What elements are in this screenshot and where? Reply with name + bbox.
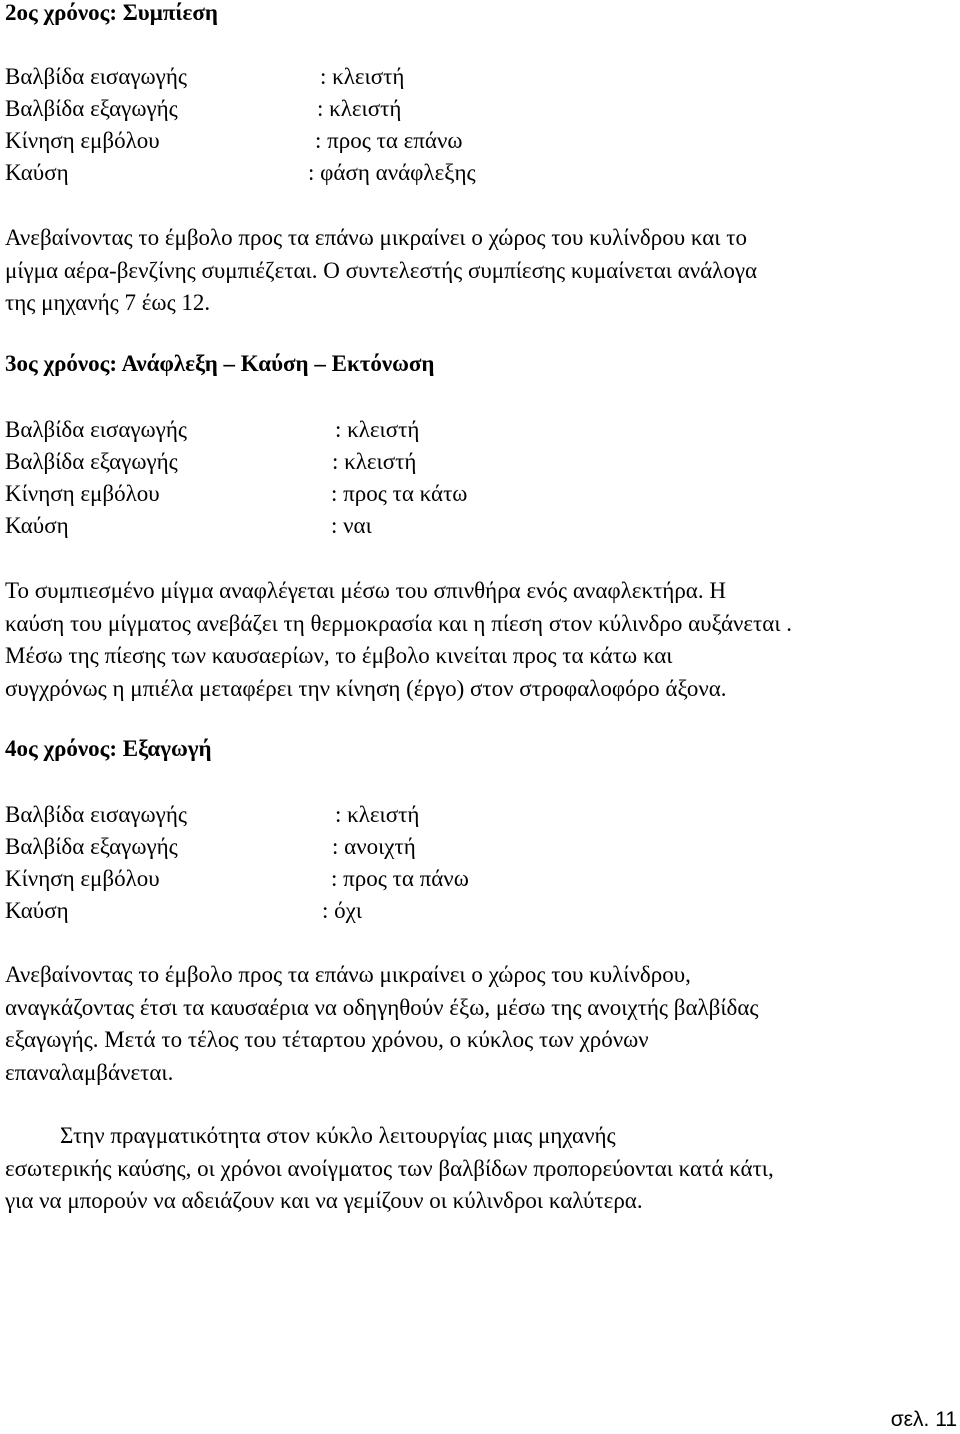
spec-row-combustion: [5, 157, 905, 189]
spec-value: : ναι: [331, 513, 372, 538]
spec-row-exhaust-valve: [5, 93, 905, 125]
section-4-paragraph: [5, 959, 759, 1089]
spec-row-piston-motion: [5, 125, 905, 157]
spec-label: Βαλβίδα εισαγωγής: [5, 64, 187, 89]
spec-value: : όχι: [322, 898, 363, 923]
spec-value: : κλειστή: [335, 417, 420, 442]
paragraph-line: καύση του μίγματος ανεβάζει τη θερμοκρασία και η πίεση στον κύλινδρο αυξάνεται .: [5, 610, 793, 636]
spec-label: Κίνηση εμβόλου: [5, 481, 160, 506]
spec-label: Βαλβίδα εισαγωγής: [5, 417, 187, 442]
spec-row-piston-motion: [5, 478, 905, 510]
spec-label: Καύση: [5, 898, 69, 923]
spec-value: : προς τα πάνω: [331, 866, 469, 891]
paragraph-line: Ανεβαίνοντας το έμβολο προς τα επάνω μικραίνει ο χώρος του κυλίνδρου και το: [5, 225, 747, 250]
spec-value: : κλειστή: [335, 802, 420, 827]
paragraph-line: εξαγωγής. Μετά το τέλος του τέταρτου χρόνου, ο κύκλος των χρόνων: [5, 1027, 649, 1052]
paragraph-line: Στην πραγματικότητα στον κύκλο λειτουργίας μιας μηχανής: [60, 1123, 616, 1148]
section-2-title: 2ος χρόνος: Συμπίεση: [5, 0, 218, 25]
spec-label: Καύση: [5, 513, 69, 538]
paragraph-line: αναγκάζοντας έτσι τα καυσαέρια να οδηγηθούν έξω, μέσω της ανοιχτής βαλβίδας: [5, 994, 759, 1020]
paragraph-line: για να μπορούν να αδειάζουν και να γεμίζουν οι κύλινδροι καλύτερα.: [5, 1188, 643, 1213]
spec-row-exhaust-valve: [5, 831, 905, 863]
spec-value: : ανοιχτή: [332, 834, 416, 859]
spec-label: Κίνηση εμβόλου: [5, 866, 160, 891]
section-2-paragraph: [5, 222, 757, 320]
paragraph-line: Μέσω της πίεσης των καυσαερίων, το έμβολο κινείται προς τα κάτω και: [5, 643, 673, 668]
spec-label: Καύση: [5, 160, 69, 185]
spec-row-exhaust-valve: [5, 446, 905, 478]
paragraph-line: επαναλαμβάνεται.: [5, 1059, 174, 1085]
closing-paragraph: [5, 1120, 774, 1218]
spec-value: : κλειστή: [332, 449, 417, 474]
spec-label: Βαλβίδα εξαγωγής: [5, 96, 178, 121]
page-number: σελ. 11: [890, 1408, 957, 1431]
paragraph-line: Το συμπιεσμένο μίγμα αναφλέγεται μέσω του σπινθήρα ενός αναφλεκτήρα. Η: [5, 578, 726, 603]
paragraph-line: μίγμα αέρα-βενζίνης συμπιέζεται. Ο συντελεστής συμπίεσης κυμαίνεται ανάλογα: [5, 257, 758, 283]
spec-label: Βαλβίδα εξαγωγής: [5, 834, 178, 859]
spec-value: : προς τα κάτω: [331, 481, 468, 506]
spec-label: Βαλβίδα εισαγωγής: [5, 802, 187, 827]
spec-label: Βαλβίδα εξαγωγής: [5, 449, 178, 474]
spec-row-combustion: [5, 510, 905, 542]
paragraph-line: της μηχανής 7 έως 12.: [5, 290, 211, 315]
spec-row-piston-motion: [5, 863, 905, 895]
spec-label: Κίνηση εμβόλου: [5, 128, 160, 153]
section-3-paragraph: [5, 575, 792, 705]
spec-row-intake-valve: [5, 61, 905, 93]
paragraph-line: Ανεβαίνοντας το έμβολο προς τα επάνω μικραίνει ο χώρος του κυλίνδρου,: [5, 962, 691, 987]
spec-value: : φάση ανάφλεξης: [308, 160, 476, 185]
spec-row-intake-valve: [5, 799, 905, 831]
spec-value: : κλειστή: [320, 64, 405, 89]
spec-row-intake-valve: [5, 414, 905, 446]
section-3-title: 3ος χρόνος: Ανάφλεξη – Καύση – Εκτόνωση: [5, 351, 435, 376]
paragraph-line: συγχρόνως η μπιέλα μεταφέρει την κίνηση (έργο) στον στροφαλοφόρο άξονα.: [5, 675, 727, 701]
spec-value: : προς τα επάνω: [315, 128, 463, 153]
paragraph-line: εσωτερικής καύσης, οι χρόνοι ανοίγματος των βαλβίδων προπορεύονται κατά κάτι,: [5, 1155, 774, 1181]
spec-value: : κλειστή: [317, 96, 402, 121]
spec-row-combustion: [5, 895, 905, 927]
section-4-title: 4ος χρόνος: Εξαγωγή: [5, 736, 212, 761]
